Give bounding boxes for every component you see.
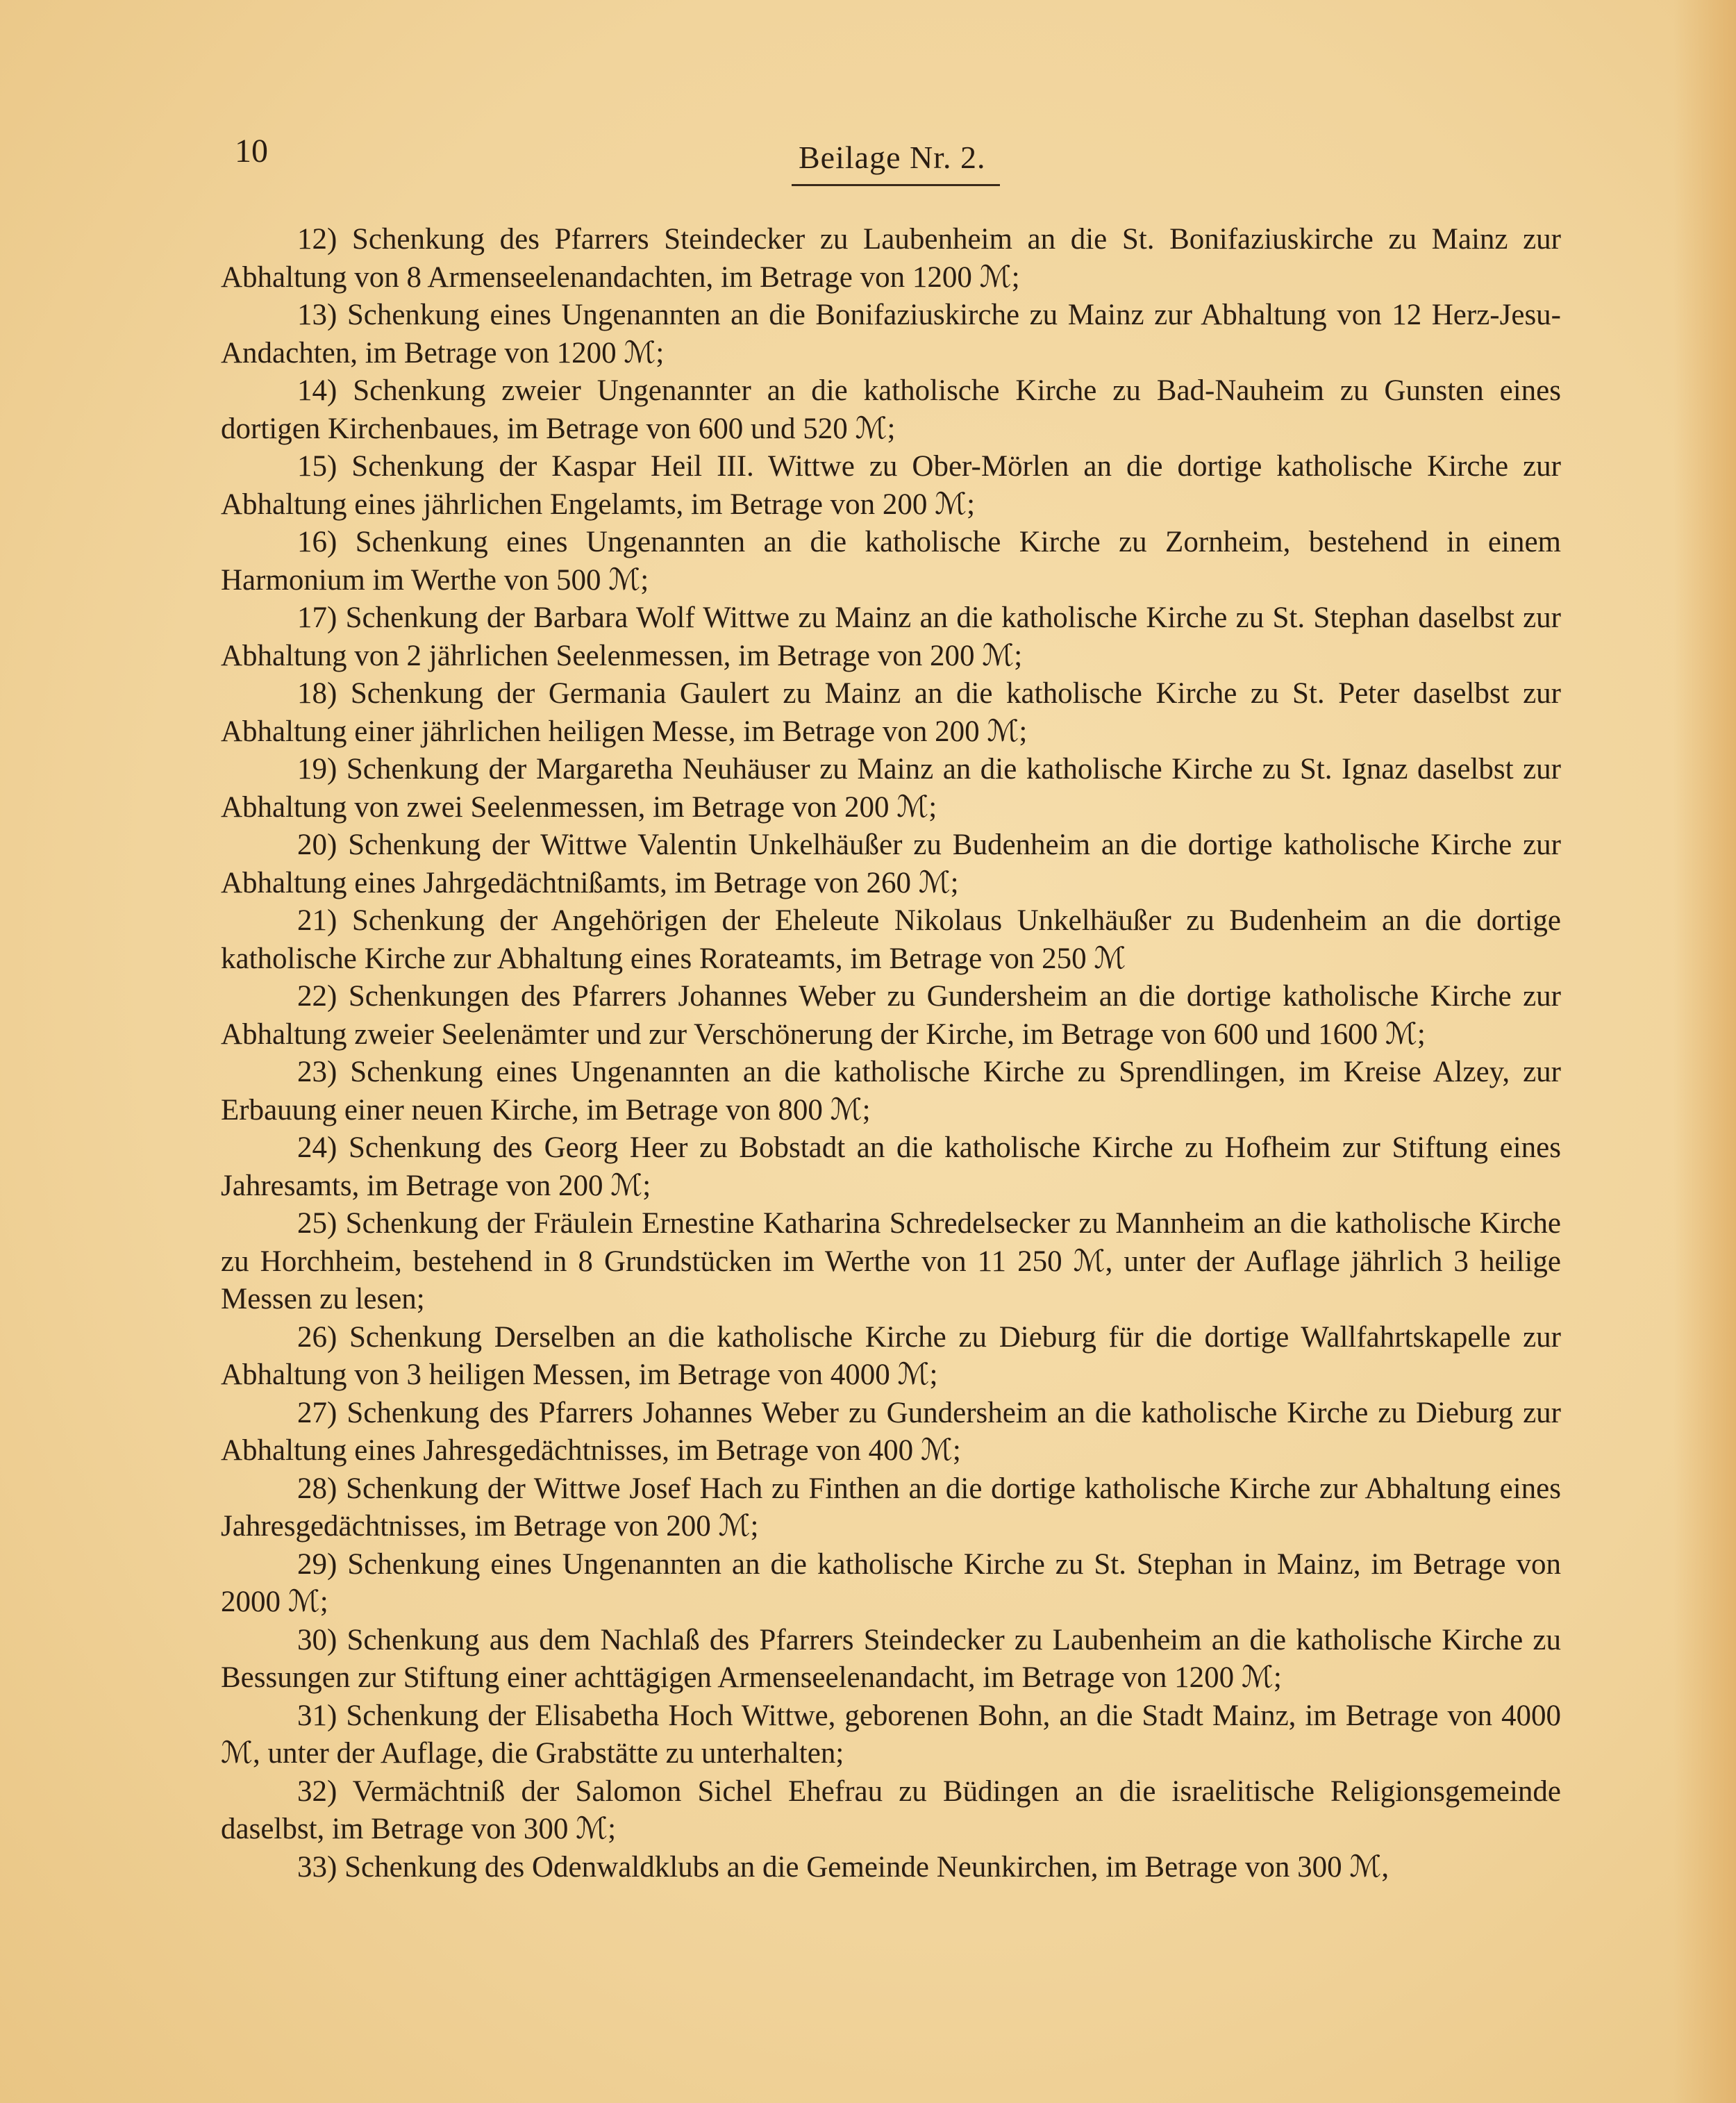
list-item: 20) Schenkung der Wittwe Valentin Unkelhäußer zu Budenheim an die dortige katholische Kirche zur Abhaltung eines Jahrgedächtnißamts, im Betrage von 260 ℳ; xyxy=(221,829,1561,899)
list-item: 22) Schenkungen des Pfarrers Johannes Weber zu Gundersheim an die dortige katholische Kirche zur Abhaltung zweier Seelenämter und zur Verschönerung der Kirche, im Betrage von 600 und 1600 ℳ; xyxy=(221,980,1561,1051)
list-item: 32) Vermächtniß der Salomon Sichel Ehefrau zu Büdingen an die israelitische Religionsgemeinde daselbst, im Betrage von 300 ℳ; xyxy=(221,1774,1561,1845)
list-item: 15) Schenkung der Kaspar Heil III. Wittwe zu Ober-Mörlen an die dortige katholische Kirche zur Abhaltung eines jährlichen Engelamts, im Betrage von 200 ℳ; xyxy=(221,450,1561,521)
list-item: 31) Schenkung der Elisabetha Hoch Wittwe, geborenen Bohn, an die Stadt Mainz, im Betrage von 4000 ℳ, unter der Auflage, die Grabstätte zu unterhalten; xyxy=(221,1699,1561,1770)
list-item: 13) Schenkung eines Ungenannten an die Bonifaziuskirche zu Mainz zur Abhaltung von 12 Herz-Jesu-Andachten, im Betrage von 1200 ℳ; xyxy=(221,299,1561,369)
list-item: 16) Schenkung eines Ungenannten an die katholische Kirche zu Zornheim, bestehend in einem Harmonium im Werthe von 500 ℳ; xyxy=(221,526,1561,597)
list-item: 27) Schenkung des Pfarrers Johannes Weber zu Gundersheim an die katholische Kirche zu Dieburg zur Abhaltung eines Jahresgedächtnisses, im Betrage von 400 ℳ; xyxy=(221,1396,1561,1467)
list-item: 29) Schenkung eines Ungenannten an die katholische Kirche zu St. Stephan in Mainz, im Betrage von 2000 ℳ; xyxy=(221,1547,1561,1618)
list-item: 14) Schenkung zweier Ungenannter an die katholische Kirche zu Bad-Nauheim zu Gunsten eines dortigen Kirchenbaues, im Betrage von 600 und 520 ℳ; xyxy=(221,374,1561,445)
list-item: 12) Schenkung des Pfarrers Steindecker zu Laubenheim an die St. Bonifaziuskirche zu Mainz zur Abhaltung von 8 Armenseelenandachten, im Betrage von 1200 ℳ; xyxy=(221,223,1561,294)
list-item: 30) Schenkung aus dem Nachlaß des Pfarrers Steindecker zu Laubenheim an die katholische Kirche zu Bessungen zur Stiftung einer achttägigen Armenseelenandacht, im Betrage von 1200 ℳ; xyxy=(221,1623,1561,1694)
list-item: 21) Schenkung der Angehörigen der Eheleute Nikolaus Unkelhäußer zu Budenheim an die dortige katholische Kirche zur Abhaltung eines Rorateamts, im Betrage von 250 ℳ xyxy=(221,904,1561,975)
heading-underline xyxy=(792,184,1000,186)
list-item: 23) Schenkung eines Ungenannten an die katholische Kirche zu Sprendlingen, im Kreise Alzey, zur Erbauung einer neuen Kirche, im Betrage von 800 ℳ; xyxy=(221,1056,1561,1127)
list-item: 26) Schenkung Derselben an die katholische Kirche zu Dieburg für die dortige Wallfahrtskapelle zur Abhaltung von 3 heiligen Messen, im Betrage von 4000 ℳ; xyxy=(221,1320,1561,1391)
list-item: 25) Schenkung der Fräulein Ernestine Katharina Schredelsecker zu Mannheim an die katholische Kirche zu Horchheim, bestehend in 8 Grundstücken im Werthe von 11 250 ℳ, unter der Auflage jährlich 3 heilige Messen zu lesen; xyxy=(221,1207,1561,1315)
page-edge-shadow xyxy=(1674,0,1736,2103)
list-item: 33) Schenkung des Odenwaldklubs an die Gemeinde Neunkirchen, im Betrage von 300 ℳ, xyxy=(297,1850,1389,1884)
page-number: 10 xyxy=(235,133,268,169)
list-item: 19) Schenkung der Margaretha Neuhäuser zu Mainz an die katholische Kirche zu St. Ignaz daselbst zur Abhaltung von zwei Seelenmessen, im Betrage von 200 ℳ; xyxy=(221,753,1561,824)
list-item: 24) Schenkung des Georg Heer zu Bobstadt an die katholische Kirche zu Hofheim zur Stiftung eines Jahresamts, im Betrage von 200 ℳ; xyxy=(221,1131,1561,1202)
document-body xyxy=(221,221,1561,1886)
page-heading: Beilage Nr. 2. xyxy=(799,140,986,175)
list-item: 17) Schenkung der Barbara Wolf Wittwe zu Mainz an die katholische Kirche zu St. Stephan daselbst zur Abhaltung von 2 jährlichen Seelenmessen, im Betrage von 200 ℳ; xyxy=(221,601,1561,672)
list-item: 18) Schenkung der Germania Gaulert zu Mainz an die katholische Kirche zu St. Peter daselbst zur Abhaltung einer jährlichen heiligen Messe, im Betrage von 200 ℳ; xyxy=(221,677,1561,748)
list-item: 28) Schenkung der Wittwe Josef Hach zu Finthen an die dortige katholische Kirche zur Abhaltung eines Jahresgedächtnisses, im Betrage von 200 ℳ; xyxy=(221,1472,1561,1543)
